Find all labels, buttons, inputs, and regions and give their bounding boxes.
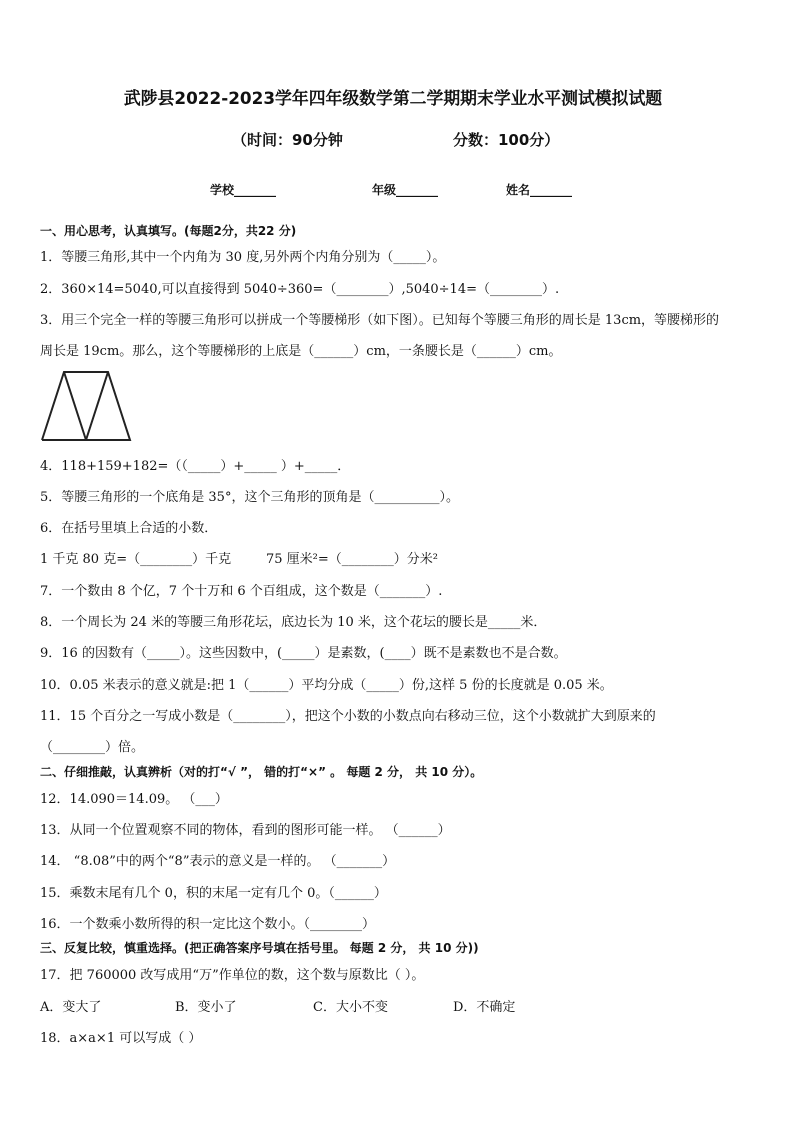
question-6: 6．在括号里填上合适的小数． <box>40 521 218 536</box>
question-2: 2．360×14=5040,可以直接得到 5040÷360=（________）,5040÷14=（________）. <box>40 282 560 297</box>
question-17-option-c: C．大小不变 <box>313 1000 388 1015</box>
question-16: 16．一个数乘小数所得的积一定比这个数小。（________） <box>40 917 376 932</box>
trapezoid-outline <box>42 372 130 440</box>
section-1-heading: 一、用心思考，认真填写。(每题2分，共22 分) <box>40 224 297 238</box>
question-11-line-1: 11．15 个百分之一写成小数是（________），把这个小数的小数点向右移动三位，这个小数就扩大到原来的 <box>40 709 656 724</box>
exam-time: （时间：90分钟 <box>232 131 343 149</box>
question-14: 14． “8.08”中的两个“8”表示的意义是一样的。 （_______） <box>40 854 396 869</box>
question-1: 1．等腰三角形,其中一个内角为 30 度,另外两个内角分别为（_____）。 <box>40 250 446 265</box>
question-7: 7．一个数由 8 个亿，7 个十万和 6 个百组成，这个数是（_______）. <box>40 584 443 599</box>
question-18: 18．a×a×1 可以写成（ ） <box>40 1031 202 1046</box>
section-3-heading: 三、反复比较，慎重选择。(把正确答案序号填在括号里。 每题 2 分， 共 10 分)) <box>40 941 479 955</box>
question-6b: 75 厘米²=（________）分米² <box>266 552 438 567</box>
exam-score: 分数：100分） <box>453 131 560 149</box>
trapezoid-divider-right <box>86 372 108 440</box>
name-field: 姓名_______ <box>506 183 573 197</box>
question-8: 8．一个周长为 24 米的等腰三角形花坛，底边长为 10 米，这个花坛的腰长是_____米． <box>40 615 547 630</box>
question-5: 5．等腰三角形的一个底角是 35°，这个三角形的顶角是（__________）。 <box>40 490 459 505</box>
question-4: 4．118+159+182=（（_____）+_____ ）+_____． <box>40 459 351 474</box>
question-3-line-2: 周长是 19cm。那么，这个等腰梯形的上底是（______）cm，一条腰长是（______）cm。 <box>40 344 562 359</box>
section-2-heading: 二、仔细推敲，认真辨析（对的打“√ ”， 错的打“×” 。 每题 2 分， 共 10 分）。 <box>40 765 483 779</box>
page-title: 武陟县2022-2023学年四年级数学第二学期期末学业水平测试模拟试题 <box>123 89 663 109</box>
school-field: 学校_______ <box>210 183 277 197</box>
question-17: 17．把 760000 改写成用“万”作单位的数，这个数与原数比（ ）。 <box>40 968 425 983</box>
question-11-line-2: （________）倍。 <box>40 740 145 755</box>
question-15: 15．乘数末尾有几个 0，积的末尾一定有几个 0。（______） <box>40 886 387 901</box>
question-6a: 1 千克 80 克=（________）千克 <box>40 552 232 567</box>
question-17-option-b: B．变小了 <box>175 1000 237 1015</box>
question-10: 10．0.05 米表示的意义就是:把 1（______）平均分成（_____）份,这样 5 份的长度就是 0.05 米。 <box>40 678 613 693</box>
question-12: 12．14.090＝14.09。 （___） <box>40 792 228 807</box>
grade-field: 年级_______ <box>372 183 439 197</box>
question-3-line-1: 3．用三个完全一样的等腰三角形可以拼成一个等腰梯形（如下图）。已知每个等腰三角形的周长是 13cm，等腰梯形的 <box>40 313 720 328</box>
trapezoid-figure <box>38 369 134 443</box>
question-17-option-a: A．变大了 <box>40 1000 102 1015</box>
trapezoid-divider-left <box>64 372 86 440</box>
question-9: 9．16 的因数有（_____）。这些因数中，(_____）是素数，(____）既不是素数也不是合数。 <box>40 646 567 661</box>
question-13: 13．从同一个位置观察不同的物体，看到的图形可能一样。 （______） <box>40 823 451 838</box>
question-17-option-d: D．不确定 <box>453 1000 516 1015</box>
